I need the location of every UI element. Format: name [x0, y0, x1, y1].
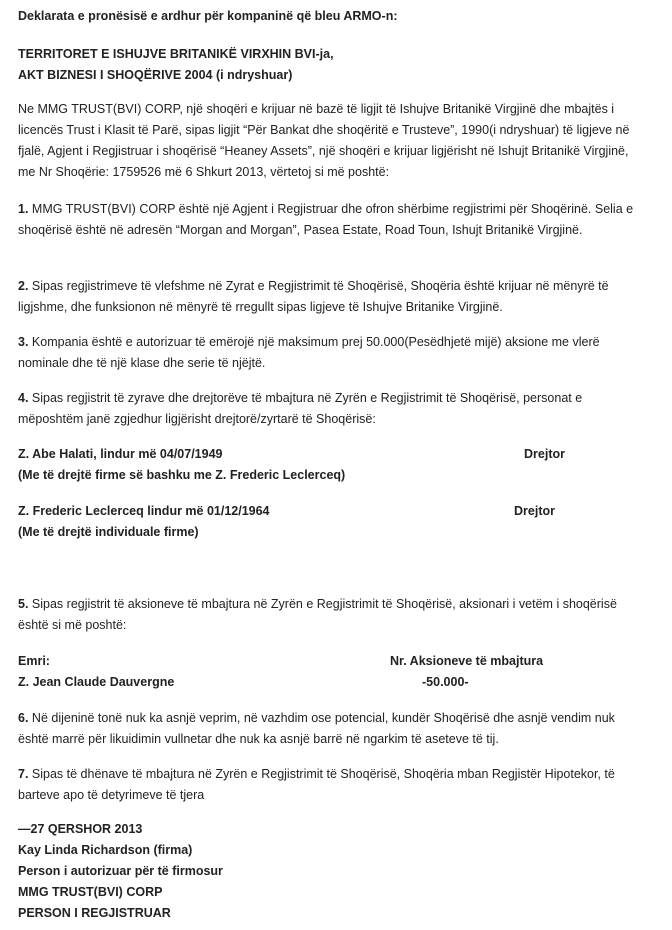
signature-date: —27 QERSHOR 2013 [18, 822, 143, 836]
item-1 [18, 199, 648, 241]
item-text: Në dijeninë tonë nuk ka asnjë veprim, në vazhdim ose potencial, kundër Shoqërisë dhe asnjë vendim nuk është marrë për likuidimin vullnetar dhe nuk ka asnjë barrë në ngarkim të aseteve të tij. [18, 711, 615, 746]
item-text: Kompania është e autorizuar të emërojë një maksimum prej 50.000(Pesëdhjetë mijë) aksione me vlerë nominale dhe të një klase dhe serie të njëjtë. [18, 335, 600, 370]
signer-company: MMG TRUST(BVI) CORP [18, 885, 163, 899]
shareholder-name-header: Emri: [18, 654, 50, 668]
director-note: (Me të drejtë individuale firme) [18, 525, 199, 539]
item-number: 2. [18, 279, 29, 293]
director-role: Drejtor [514, 504, 555, 518]
item-text: Sipas të dhënave të mbajtura në Zyrën e Regjistrimit të Shoqërisë, Shoqëria mban Regjistër Hipotekor, të barteve apo të detyrimeve të tjera [18, 767, 615, 802]
document-heading: Deklarata e pronësisë e ardhur për kompaninë që bleu ARMO-n: [18, 9, 398, 23]
shareholder-header-row [18, 651, 648, 672]
shareholder-shares-header: Nr. Aksioneve të mbajtura [390, 654, 544, 668]
director-note: (Me të drejtë firme së bashku me Z. Frederic Leclerceq) [18, 468, 346, 482]
director-name: Z. Abe Halati, lindur më 04/07/1949 [18, 447, 223, 461]
director-note-row [18, 465, 648, 486]
director-row [18, 501, 648, 522]
item-6 [18, 708, 648, 750]
item-4 [18, 388, 648, 430]
director-role: Drejtor [524, 447, 565, 461]
item-5 [18, 594, 648, 636]
intro-paragraph: Ne MMG TRUST(BVI) CORP, një shoqëri e krijuar në bazë të ligjit të Ishujve Britanikë Virgjinë dhe mbajtës i licencës Trust i Klasit të Parë, sipas ligjit “Për Bankat dhe shoqëritë e Trusteve”, 1990(i ndryshuar) të ligjeve në fjalë, Agjent i Regjistruar i shoqërisë “Heaney Assets”, një shoqëri e krijuar ligjërisht në Ishujt Britanikë Virgjinë, me Nr Shoqërie: 1759526 më 6 Shkurt 2013, vërtetoj si më poshtë: [18, 102, 630, 179]
shareholder-shares: -50.000- [422, 675, 469, 689]
item-number: 4. [18, 391, 29, 405]
director-row [18, 444, 648, 465]
item-text: MMG TRUST(BVI) CORP është një Agjent i Regjistruar dhe ofron shërbime regjistrimi për Shoqërinë. Selia e shoqërisë është në adresën “Morgan and Morgan”, Pasea Estate, Road Toun, Ishujt Britanikë Virgjinë. [18, 202, 634, 237]
item-text: Sipas regjistrit të zyrave dhe drejtorëve të mbajtura në Zyrën e Regjistrimit të Shoqërisë, personat e mëposhtëm janë zgjedhur ligjërisht drejtorë/zyrtarë të Shoqërisë: [18, 391, 583, 426]
item-number: 1. [18, 202, 29, 216]
item-number: 3. [18, 335, 29, 349]
item-2 [18, 276, 648, 318]
item-text: Sipas regjistrit të aksioneve të mbajtura në Zyrën e Regjistrimit të Shoqërisë, aksionari i vetëm i shoqërisë është si më poshtë: [18, 597, 617, 632]
shareholder-name: Z. Jean Claude Dauvergne [18, 675, 175, 689]
item-number: 5. [18, 597, 29, 611]
signer-name: Kay Linda Richardson (firma) [18, 843, 193, 857]
director-note-row [18, 522, 648, 543]
shareholder-row [18, 672, 648, 693]
item-number: 7. [18, 767, 29, 781]
signer-status: PERSON I REGJISTRUAR [18, 906, 171, 920]
signer-role: Person i autorizuar për të firmosur [18, 864, 223, 878]
item-3 [18, 332, 648, 374]
director-name: Z. Frederic Leclerceq lindur më 01/12/1964 [18, 504, 270, 518]
item-number: 6. [18, 711, 29, 725]
item-text: Sipas regjistrimeve të vlefshme në Zyrat e Regjistrimit të Shoqërisë, Shoqëria është krijuar në mënyrë të ligjshme, dhe funksionon në mënyrë të rregullt sipas ligjeve të Ishujve Britanike Virgjinë. [18, 279, 609, 314]
item-7 [18, 764, 648, 806]
title-line-1: TERRITORET E ISHUJVE BRITANIKË VIRXHIN BVI-ja, [18, 47, 334, 61]
title-line-2: AKT BIZNESI I SHOQËRIVE 2004 (i ndryshuar) [18, 68, 293, 82]
